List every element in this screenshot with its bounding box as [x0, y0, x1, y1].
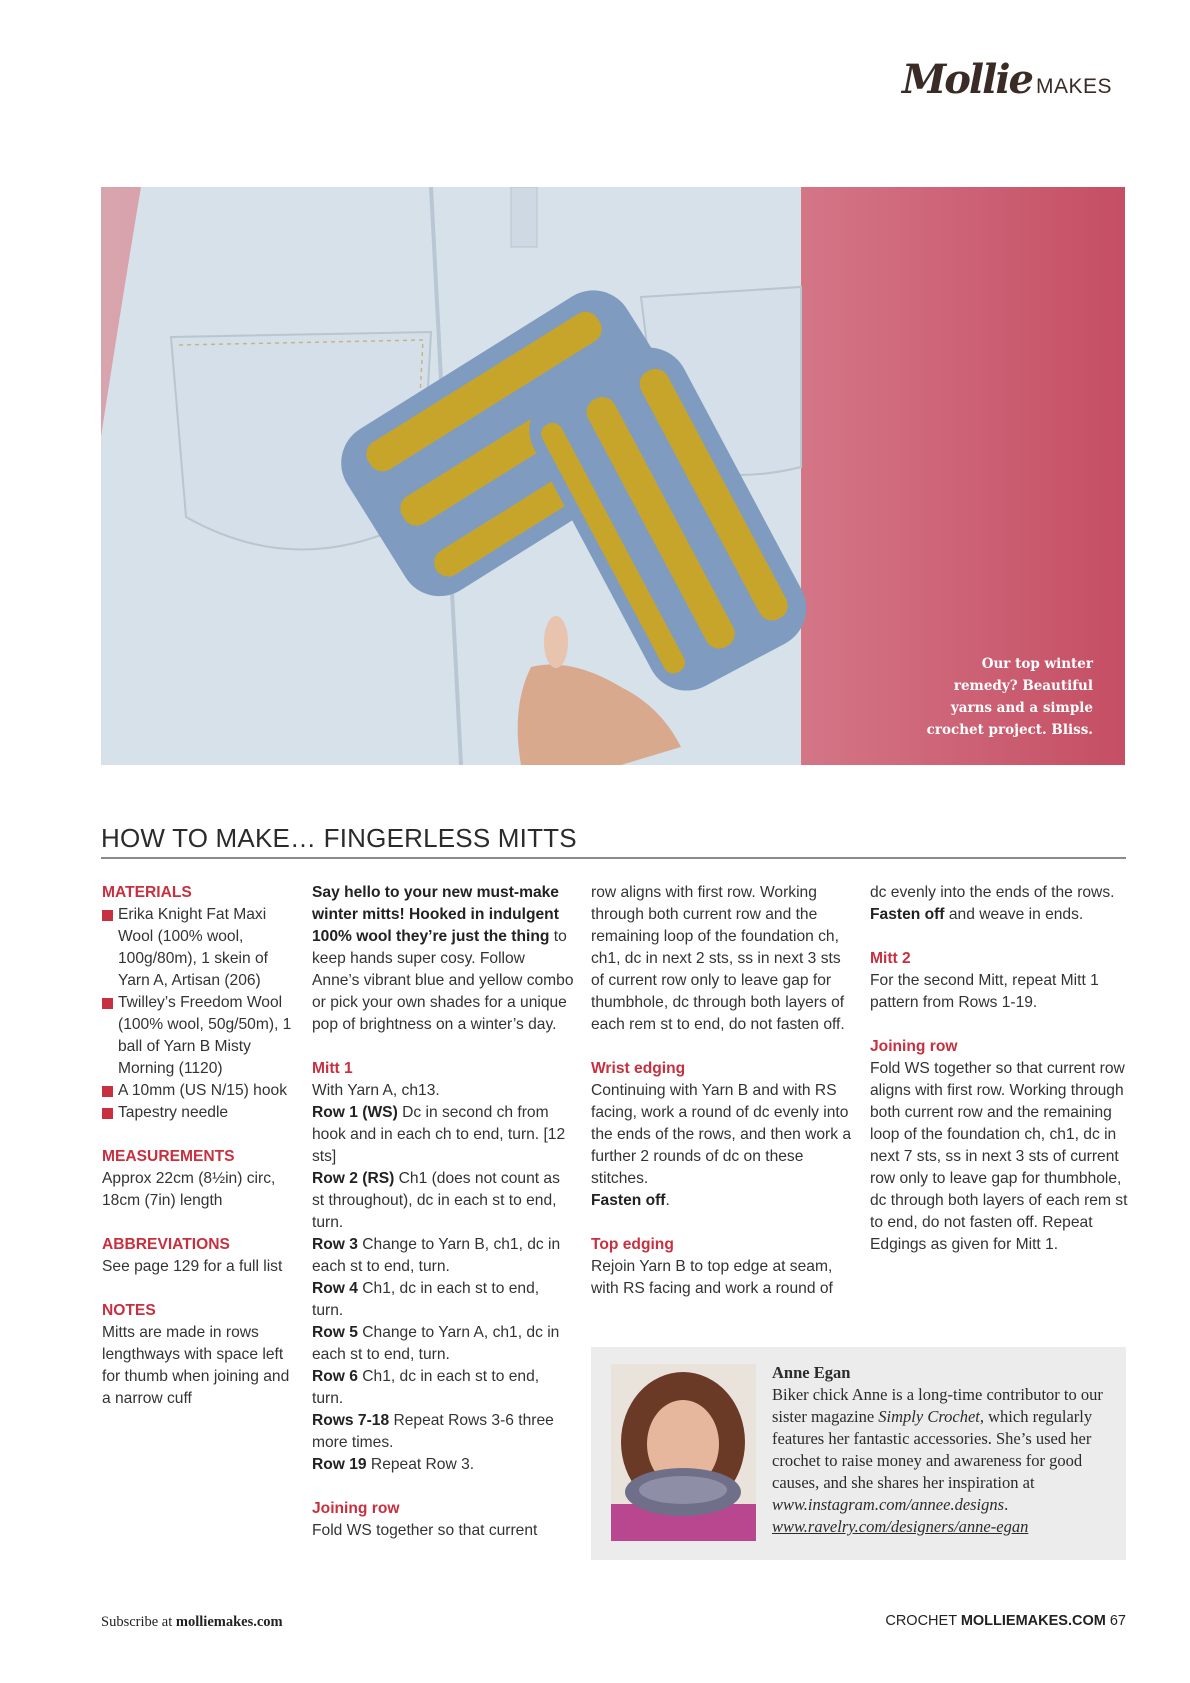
- notes-text: Mitts are made in rows lengthways with space left for thumb when joining and a narrow cuff: [102, 1324, 290, 1407]
- material-text: A 10mm (US N/15) hook: [118, 1082, 287, 1099]
- row-text: Dc in second ch from hook and in each ch to end, turn. [12 sts]: [312, 1104, 566, 1165]
- footer-section: CROCHET: [885, 1613, 961, 1629]
- top-edging-continued: dc evenly into the ends of the rows.: [870, 884, 1115, 901]
- column-edging: [591, 882, 856, 1300]
- pattern-row: [312, 1410, 574, 1454]
- bullet-square-icon: [102, 998, 113, 1009]
- material-item: [102, 1080, 297, 1102]
- mitt1-start: With Yarn A, ch13.: [312, 1082, 440, 1099]
- designer-portrait: [611, 1364, 756, 1541]
- mollie-makes-logo: [902, 56, 1112, 103]
- material-item: [102, 1102, 297, 1124]
- abbreviations-heading: ABBREVIATIONS: [102, 1236, 230, 1253]
- bio-text: , which regularly features her fantastic accessories. She’s used her crochet to raise money and awareness for good causes, and she shares her inspiration at: [772, 1407, 1093, 1492]
- bio-text: Biker chick Anne is a long-time contributor to our sister magazine: [772, 1385, 1103, 1426]
- row-label: Rows 7-18: [312, 1412, 390, 1429]
- column-intro-mitt1: [312, 882, 574, 1542]
- fasten-off-end: .: [665, 1192, 670, 1209]
- intro-paragraph: [312, 882, 574, 1036]
- pattern-row: [312, 1234, 574, 1278]
- page-title: HOW TO MAKE… FINGERLESS MITTS: [101, 823, 577, 853]
- instagram-link[interactable]: www.instagram.com/annee.designs: [772, 1495, 1005, 1514]
- abbreviations-text: See page 129 for a full list: [102, 1258, 283, 1275]
- row-text: Change to Yarn A, ch1, dc in each st to end, turn.: [312, 1324, 560, 1363]
- fasten-off-rest: and weave in ends.: [944, 906, 1084, 923]
- pattern-row: [312, 1322, 574, 1366]
- material-item: [102, 904, 297, 992]
- footer-site: MOLLIEMAKES.COM: [960, 1613, 1106, 1629]
- materials-heading: MATERIALS: [102, 884, 192, 901]
- mitt1-heading: Mitt 1: [312, 1060, 353, 1077]
- material-text: Erika Knight Fat Maxi Wool (100% wool, 100g/80m), 1 skein of Yarn A, Artisan (206): [118, 906, 268, 989]
- caption-line: Our top winter: [981, 656, 1093, 672]
- fasten-off-label: Fasten off: [870, 906, 945, 923]
- logo-script: Mollie: [901, 56, 1032, 103]
- pattern-row: [312, 1454, 574, 1476]
- designer-name: Anne Egan: [772, 1363, 851, 1382]
- column-mitt2: [870, 882, 1135, 1256]
- column-materials: [102, 882, 297, 1410]
- pattern-row: [312, 1366, 574, 1410]
- row-text: Repeat Rows 3-6 three more times.: [312, 1412, 554, 1451]
- wrist-fasten: [591, 1190, 856, 1212]
- fasten-off-line: [870, 904, 1135, 926]
- top-edging-text: Rejoin Yarn B to top edge at seam, with RS facing and work a round of: [591, 1258, 833, 1297]
- mitt2-heading: Mitt 2: [870, 950, 911, 967]
- footer-folio: [885, 1613, 1126, 1629]
- designer-bio-text: [772, 1362, 1112, 1538]
- bullet-square-icon: [102, 1108, 113, 1119]
- row-label: Row 6: [312, 1368, 358, 1385]
- intro-text: to keep hands super cosy. Follow Anne’s vibrant blue and yellow combo or pick your own shades for a unique pop of brightness on a winter’s day.: [312, 928, 574, 1033]
- bullet-square-icon: [102, 910, 113, 921]
- row-label: Row 4: [312, 1280, 358, 1297]
- photo-caption: [893, 653, 1093, 741]
- fasten-off-label: Fasten off: [591, 1192, 666, 1209]
- row-label: Row 5: [312, 1324, 358, 1341]
- measurements-text: Approx 22cm (8½in) circ, 18cm (7in) length: [102, 1170, 276, 1209]
- row-label: Row 3: [312, 1236, 358, 1253]
- row-text: Ch1, dc in each st to end, turn.: [312, 1368, 540, 1407]
- footer-subscribe: [101, 1614, 283, 1631]
- row-text: Ch1, dc in each st to end, turn.: [312, 1280, 540, 1319]
- material-item: [102, 992, 297, 1080]
- row-text: Change to Yarn B, ch1, dc in each st to end, turn.: [312, 1236, 561, 1275]
- measurements-heading: MEASUREMENTS: [102, 1148, 235, 1165]
- row-label: Row 19: [312, 1456, 367, 1473]
- material-text: Twilley’s Freedom Wool (100% wool, 50g/50m), 1 ball of Yarn B Misty Morning (1120): [118, 994, 292, 1077]
- pattern-row: [312, 1102, 574, 1168]
- footer-site-link[interactable]: molliemakes.com: [175, 1614, 283, 1630]
- footer-subscribe-text: Subscribe at: [101, 1614, 176, 1630]
- caption-line: remedy? Beautiful: [953, 678, 1093, 694]
- caption-line: crochet project. Bliss.: [926, 722, 1093, 738]
- designer-bio-box: [591, 1347, 1126, 1560]
- row-text: Repeat Row 3.: [366, 1456, 475, 1473]
- wrist-edging-text: Continuing with Yarn B and with RS facing, work a round of dc evenly into the ends of the rows, and then work a further 2 rounds of dc on these stitches.: [591, 1082, 852, 1187]
- notes-heading: NOTES: [102, 1302, 156, 1319]
- joining2-heading: Joining row: [870, 1038, 958, 1055]
- joining2-text: Fold WS together so that current row aligns with first row. Working through both current row and the remaining loop of the foundation ch, ch1, dc in next 7 sts, ss in next 3 sts of current row only to leave gap for thumbhole, dc through both layers of each rem st to end, do not fasten off. Repeat Edgings as given for Mitt 1.: [870, 1060, 1128, 1253]
- logo-word: MAKES: [1035, 75, 1112, 98]
- heading-divider: [101, 857, 1126, 859]
- joining-continued: row aligns with first row. Working through both current row and the remaining loop of the foundation ch, ch1, dc in next 2 sts, ss in next 3 sts of current row only to leave gap for thumbhole, dc through both layers of each rem st to end, do not fasten off.: [591, 884, 845, 1033]
- material-text: Tapestry needle: [118, 1104, 229, 1121]
- mitt2-text: For the second Mitt, repeat Mitt 1 pattern from Rows 1-19.: [870, 972, 1099, 1011]
- designer-photo: [611, 1364, 756, 1541]
- row-label: Row 1 (WS): [312, 1104, 398, 1121]
- joining-heading: Joining row: [312, 1500, 400, 1517]
- bio-text: .: [1004, 1495, 1009, 1514]
- joining-text: Fold WS together so that current: [312, 1522, 538, 1539]
- magazine-name: Simply Crochet: [878, 1407, 980, 1426]
- hero-photo: [101, 187, 1125, 765]
- wrist-edging-heading: Wrist edging: [591, 1060, 686, 1077]
- page-number: 67: [1109, 1613, 1126, 1629]
- caption-line: yarns and a simple: [950, 700, 1093, 716]
- ravelry-link[interactable]: www.ravelry.com/designers/anne-egan: [772, 1517, 1029, 1536]
- pattern-row: [312, 1168, 574, 1234]
- bullet-square-icon: [102, 1086, 113, 1097]
- pattern-row: [312, 1278, 574, 1322]
- top-edging-heading: Top edging: [591, 1236, 674, 1253]
- row-text: Ch1 (does not count as st throughout), dc in each st to end, turn.: [312, 1170, 560, 1231]
- row-label: Row 2 (RS): [312, 1170, 395, 1187]
- intro-bold: Say hello to your new must-make winter mitts! Hooked in indulgent 100% wool they’re just the thing: [312, 884, 559, 945]
